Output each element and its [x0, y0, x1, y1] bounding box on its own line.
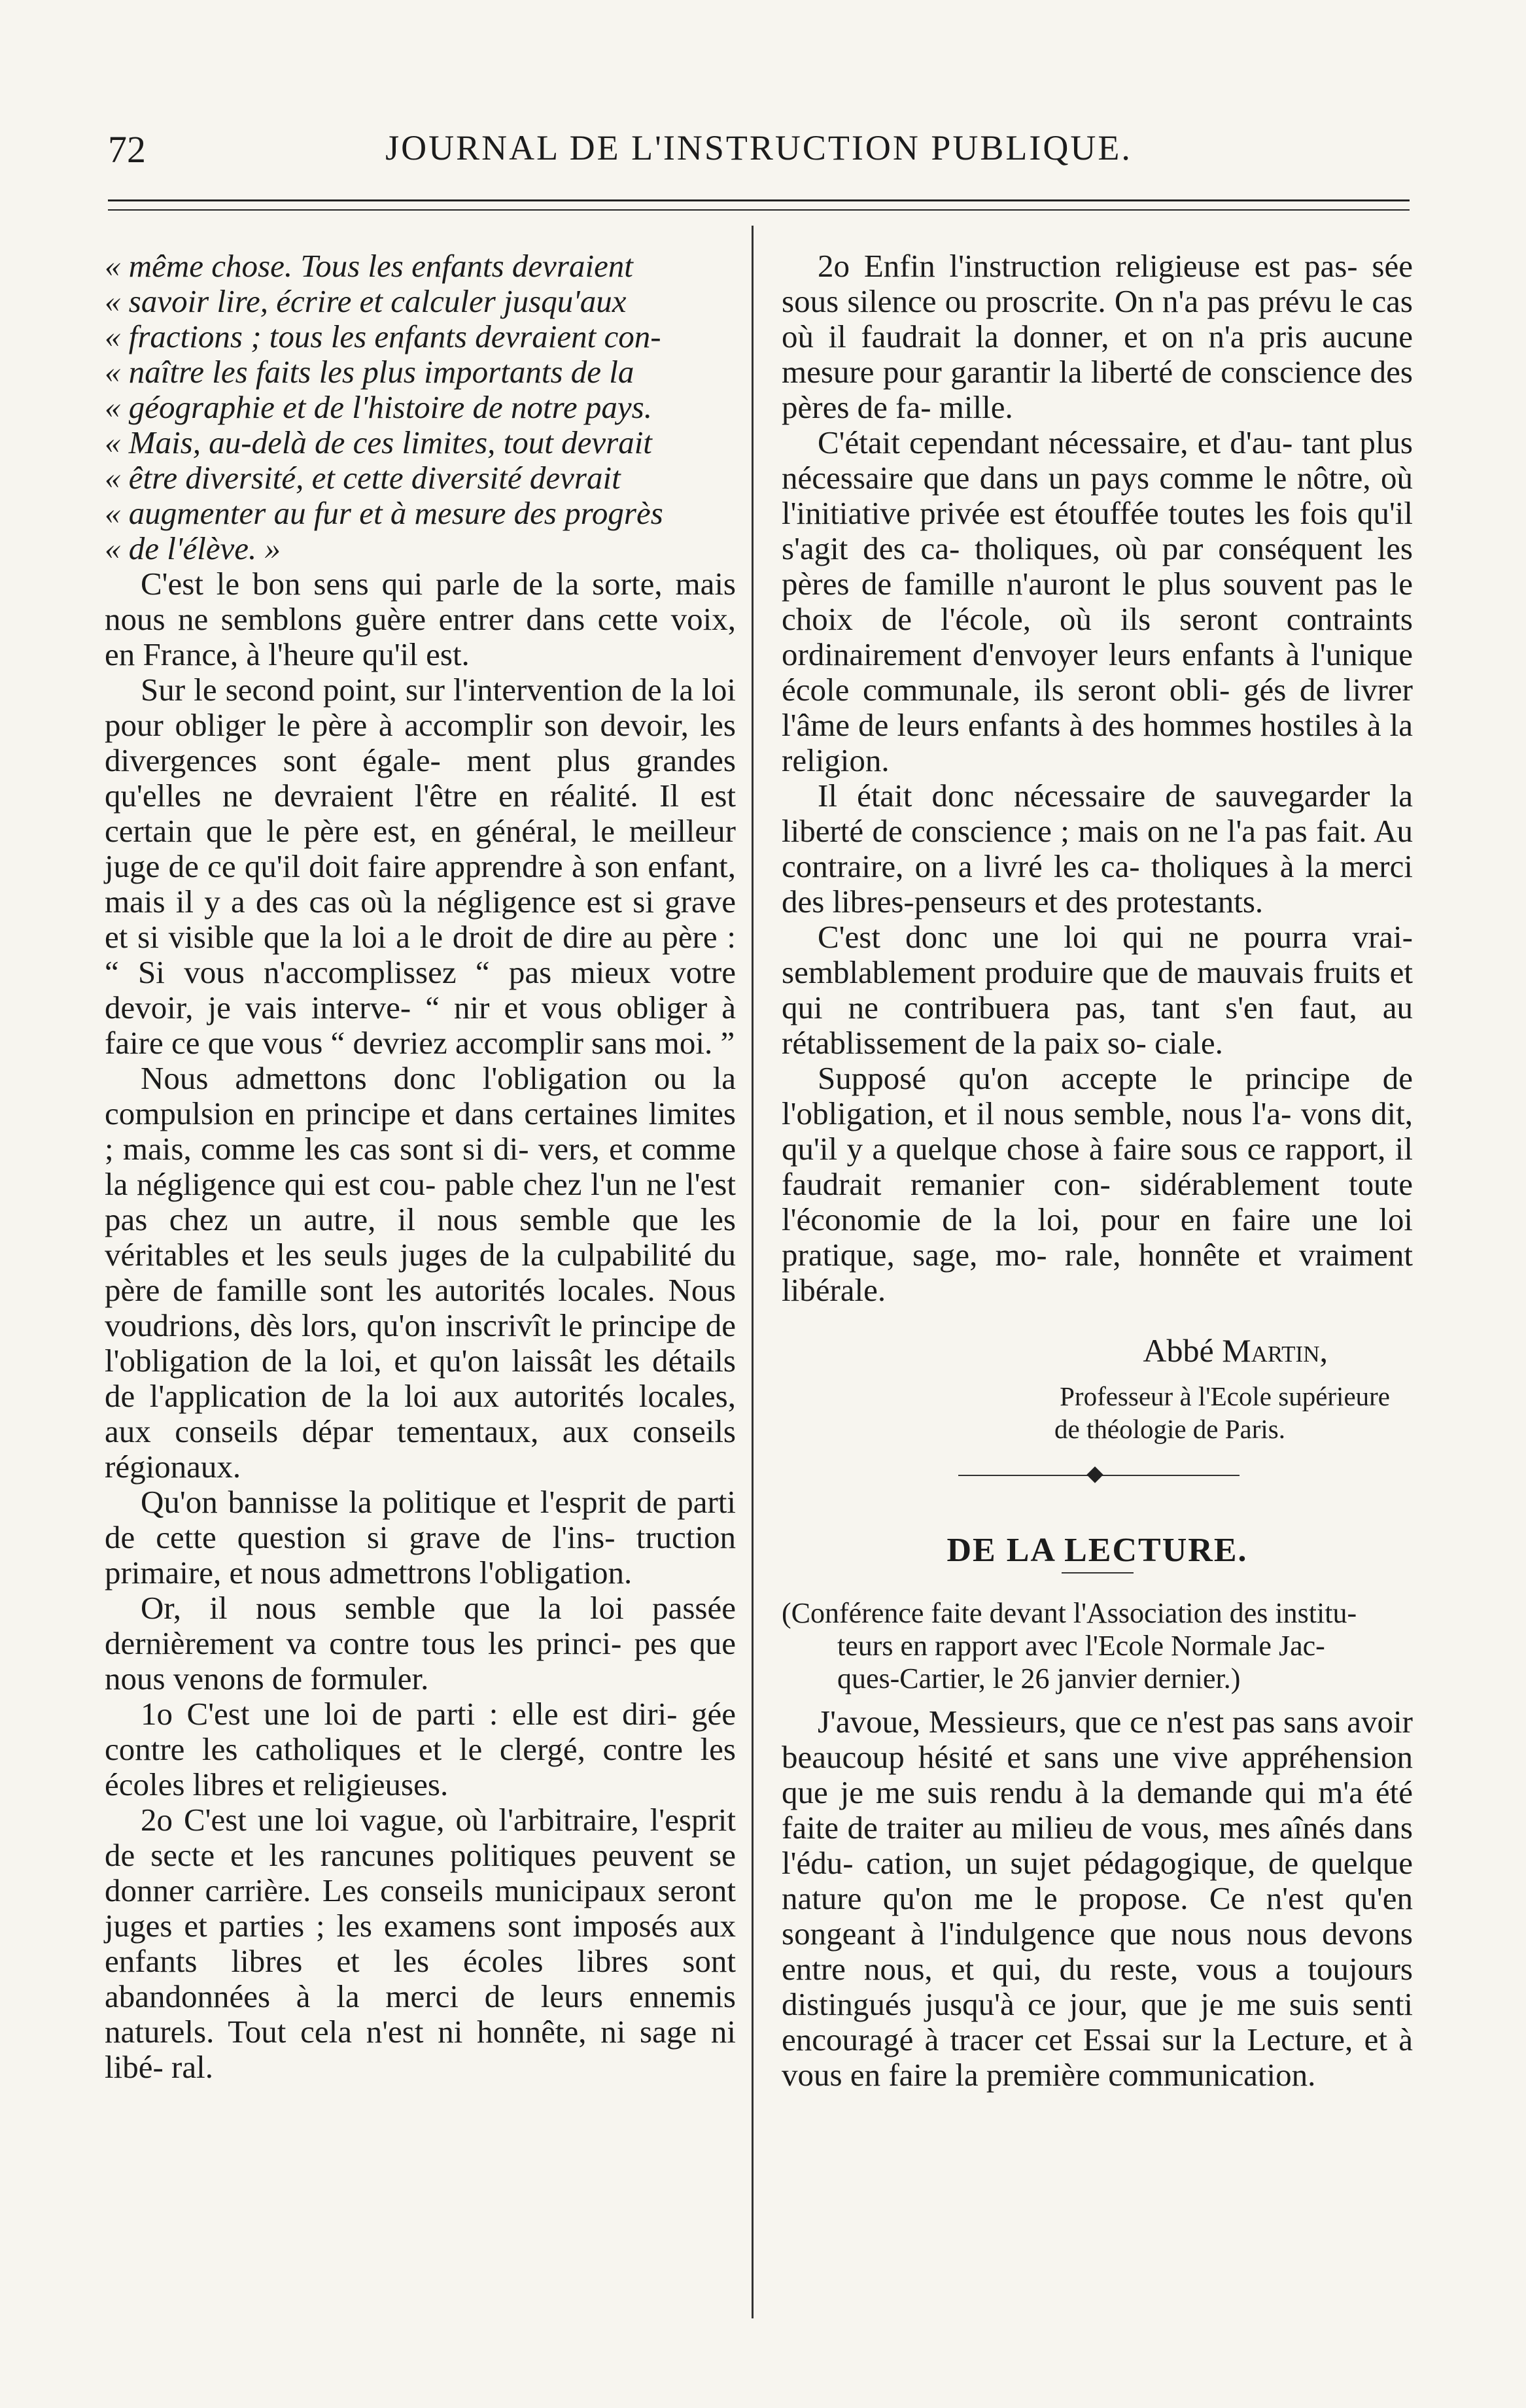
- ornament-divider: [782, 1469, 1413, 1482]
- page-number: 72: [108, 128, 146, 171]
- paragraph: 2o Enfin l'instruction religieuse est pas- sée sous silence ou proscrite. On n'a pas prévu le cas où il faudrait la donner, et on n'a pris aucune mesure pour garantir la liberté de conscience des pères de fa- mille.: [782, 248, 1413, 425]
- note-line: (Conférence faite devant l'Association des institu-: [782, 1597, 1357, 1629]
- section-title-text: DE LA LECTURE.: [946, 1532, 1248, 1569]
- column-divider: [752, 226, 754, 2318]
- paragraph: Supposé qu'on accepte le principe de l'obligation, et il nous semble, nous l'a- vons dit, qu'il y a quelque chose à faire sous ce rapport, il faudrait remanier con- sidérablement toute l'économie de la loi, pour en faire une loi pratique, sage, mo- rale, honnête et vraiment libérale.: [782, 1060, 1413, 1308]
- paragraph: 1o C'est une loi de parti : elle est diri- gée contre les catholiques et le clergé, contre les écoles libres et religieuses.: [105, 1696, 736, 1802]
- diamond-ornament-icon: [1086, 1466, 1103, 1483]
- running-title: JOURNAL DE L'INSTRUCTION PUBLIQUE.: [385, 128, 1132, 167]
- quote-line: « savoir lire, écrire et calculer jusqu'aux: [105, 283, 627, 319]
- header-rule: [108, 199, 1410, 201]
- quote-line: « augmenter au fur et à mesure des progrès: [105, 495, 663, 531]
- paragraph: 2o C'est une loi vague, où l'arbitraire, l'esprit de secte et les rancunes politiques peuvent se donner carrière. Les conseils municipaux seront juges et parties ; les examens sont imposés aux enfants libres et les écoles libres sont abandonnées à la merci de leurs ennemis naturels. Tout cela n'est ni honnête, ni sage ni libé- ral.: [105, 1802, 736, 2085]
- signature-first: Abbé: [1143, 1332, 1214, 1369]
- quote-line: « géographie et de l'histoire de notre pays.: [105, 389, 652, 425]
- paragraph: Qu'on bannisse la politique et l'esprit de parti de cette question si grave de l'ins- truction primaire, et nous admettrons l'obligation.: [105, 1484, 736, 1591]
- section-title: [782, 1533, 1413, 1574]
- left-column: [105, 249, 736, 2085]
- quote-line: « même chose. Tous les enfants devraient: [105, 248, 633, 284]
- paragraph: Nous admettons donc l'obligation ou la compulsion en principe et dans certaines limites ; mais, comme les cas sont si di- vers, et comme la négligence qui est cou- pable chez l'un ne l'est pas chez un autre, il nous semble que les véritables et les seuls juges de la culpabilité du père de famille sont les autorités locales. Nous voudrions, dès lors, qu'on inscrivît le principe de l'obligation de la loi, et qu'on laissât les détails de l'application de la loi aux autorités locales, aux conseils dépar tementaux, aux conseils régionaux.: [105, 1060, 736, 1485]
- paragraph: Or, il nous semble que la loi passée dernièrement va contre tous les princi- pes que nous venons de formuler.: [105, 1590, 736, 1696]
- signature-title-1: Professeur à l'Ecole supérieure: [1060, 1381, 1390, 1411]
- quote-line: « Mais, au-delà de ces limites, tout devrait: [105, 424, 652, 460]
- note-line: teurs en rapport avec l'Ecole Normale Jac-: [837, 1630, 1325, 1662]
- signature-title-2: de théologie de Paris.: [1054, 1414, 1285, 1444]
- conference-note: [782, 1597, 1413, 1695]
- paragraph: C'est donc une loi qui ne pourra vrai- semblablement produire que de mauvais fruits et qui ne contribuera pas, tant s'en faut, au rétablissement de la paix so- ciale.: [782, 919, 1413, 1061]
- paragraph: C'était cependant nécessaire, et d'au- tant plus nécessaire que dans un pays comme le nôtre, où l'initiative privée est étouffée toutes les fois qu'il s'agit des ca- tholiques, où par conséquent les pères de famille n'auront le plus souvent pas le choix de l'école, où ils seront contraints ordinairement d'envoyer leurs enfants à l'unique école communale, ils seront obli- gés de livrer l'âme de leurs enfants à des hommes hostiles à la religion.: [782, 424, 1413, 778]
- paragraph: J'avoue, Messieurs, que ce n'est pas sans avoir beaucoup hésité et sans une vive appréhension que je me suis rendu à la demande qui m'a été faite de traiter au milieu de vous, mes aînés dans l'édu- cation, un sujet pédagogique, de quelque nature qu'on me le propose. Ce n'est qu'en songeant à l'indulgence que nous nous devons entre nous, et qui, du reste, vous a toujours distingués jusqu'à ce jour, que je me suis senti encouragé à tracer cet Essai sur la Lecture, et à vous en faire la première communication.: [782, 1704, 1413, 2093]
- signature-last: Martin,: [1222, 1332, 1328, 1369]
- signature: [782, 1333, 1413, 1368]
- quote-line: « naître les faits les plus importants de la: [105, 354, 634, 390]
- quote-line: « de l'élève. »: [105, 530, 281, 566]
- quote-line: « être diversité, et cette diversité devrait: [105, 460, 621, 496]
- section-title-rule: [1062, 1572, 1134, 1574]
- paragraph: Il était donc nécessaire de sauvegarder la liberté de conscience ; mais on ne l'a pas fait. Au contraire, on a livré les ca- tholiques à la merci des libres-penseurs et des protestants.: [782, 778, 1413, 920]
- header-rule-thin: [108, 209, 1410, 211]
- quote-line: « fractions ; tous les enfants devraient con-: [105, 318, 661, 354]
- right-column: [782, 249, 1413, 2093]
- paragraph: Sur le second point, sur l'intervention de la loi pour obliger le père à accomplir son devoir, les divergences sont égale- ment plus grandes qu'elles ne devraient l'être en réalité. Il est certain que le père est, en général, le meilleur juge de ce qu'il doit faire apprendre à son enfant, mais il y a des cas où la négligence est si grave et si visible que la loi a le droit de dire au père : “ Si vous n'accomplissez “ pas mieux votre devoir, je vais interve- “ nir et vous obliger à faire ce que vous “ devriez accomplir sans moi. ”: [105, 672, 736, 1061]
- note-line: ques-Cartier, le 26 janvier dernier.): [837, 1662, 1241, 1694]
- paragraph: C'est le bon sens qui parle de la sorte, mais nous ne semblons guère entrer dans cette voix, en France, à l'heure qu'il est.: [105, 566, 736, 672]
- page-header: [108, 128, 1410, 186]
